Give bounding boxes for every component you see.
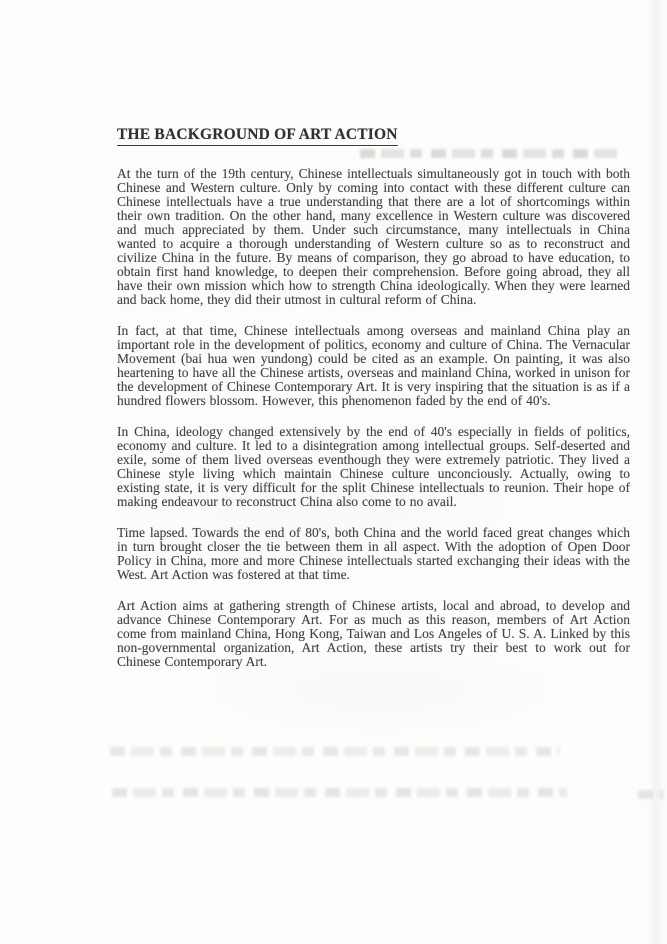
document-title: [117, 127, 631, 146]
paragraph-5: Art Action aims at gathering strength of Chinese artists, local and abroad, to develop and advance Chinese Contemporary Art. For as much as this reason, members of Art Action come from mainland China, Hong Kong, Taiwan and Los Angeles of U. S. A. Linked by this non-governmental organization, Art Action, these artists try their best to work out for Chinese Contemporary Art.: [117, 597, 630, 669]
paragraph-1: At the turn of the 19th century, Chinese intellectuals simultaneously got in touch with both Chinese and Western culture. Only by coming into contact with these different culture can Chinese intellectuals have a true understanding that there are a lot of shortcomings within their own tradition. On the other hand, many excellence in Western culture was discovered and much appreciated by them. Under such circumstance, many intellectuals in China wanted to acquire a thorough understanding of Western culture so as to reconstruct and civilize China in the future. By means of comparison, they go abroad to have education, to obtain first hand knowledge, to deepen their comprehension. Before going abroad, they all have their own mission which how to strength China ideologically. When they were learned and back home, they did their utmost in cultural reform of China.: [117, 165, 630, 307]
bleed-through-ghost: [360, 147, 622, 160]
bleed-through-ghost: [638, 788, 664, 801]
paragraph-3: In China, ideology changed extensively by the end of 40's especially in fields of politics, economy and culture. It led to a disintegration among intellectual groups. Self-deserted and exile, some of them lived overseas eventhough they were extremely patriotic. They lived a Chinese style living which maintain Chinese culture unconciously. Actually, owing to existing state, it is very difficult for the split Chinese intellectuals to reunion. Their hope of making endeavour to reconstruct China also come to no avail.: [117, 423, 630, 509]
document-title-text: THE BACKGROUND OF ART ACTION: [117, 127, 398, 146]
paragraph-2: In fact, at that time, Chinese intellectuals among overseas and mainland China play an important role in the development of politics, economy and culture of China. The Vernacular Movement (bai hua wen yundong) could be cited as an example. On painting, it was also heartening to have all the Chinese artists, overseas and mainland China, worked in unison for the development of Chinese Contemporary Art. It is very inspiring that the situation is as if a hundred flowers blossom. However, this phenomenon faded by the end of 40's.: [117, 322, 630, 408]
document-body: [117, 167, 630, 669]
paragraph-4: Time lapsed. Towards the end of 80's, both China and the world faced great changes which in turn brought closer the tie between them in all aspect. With the adoption of Open Door Policy in China, more and more Chinese intellectuals started exchanging their ideas with the West. Art Action was fostered at that time.: [117, 524, 630, 582]
bleed-through-ghost: [110, 745, 560, 758]
bleed-through-ghost: [112, 786, 567, 799]
